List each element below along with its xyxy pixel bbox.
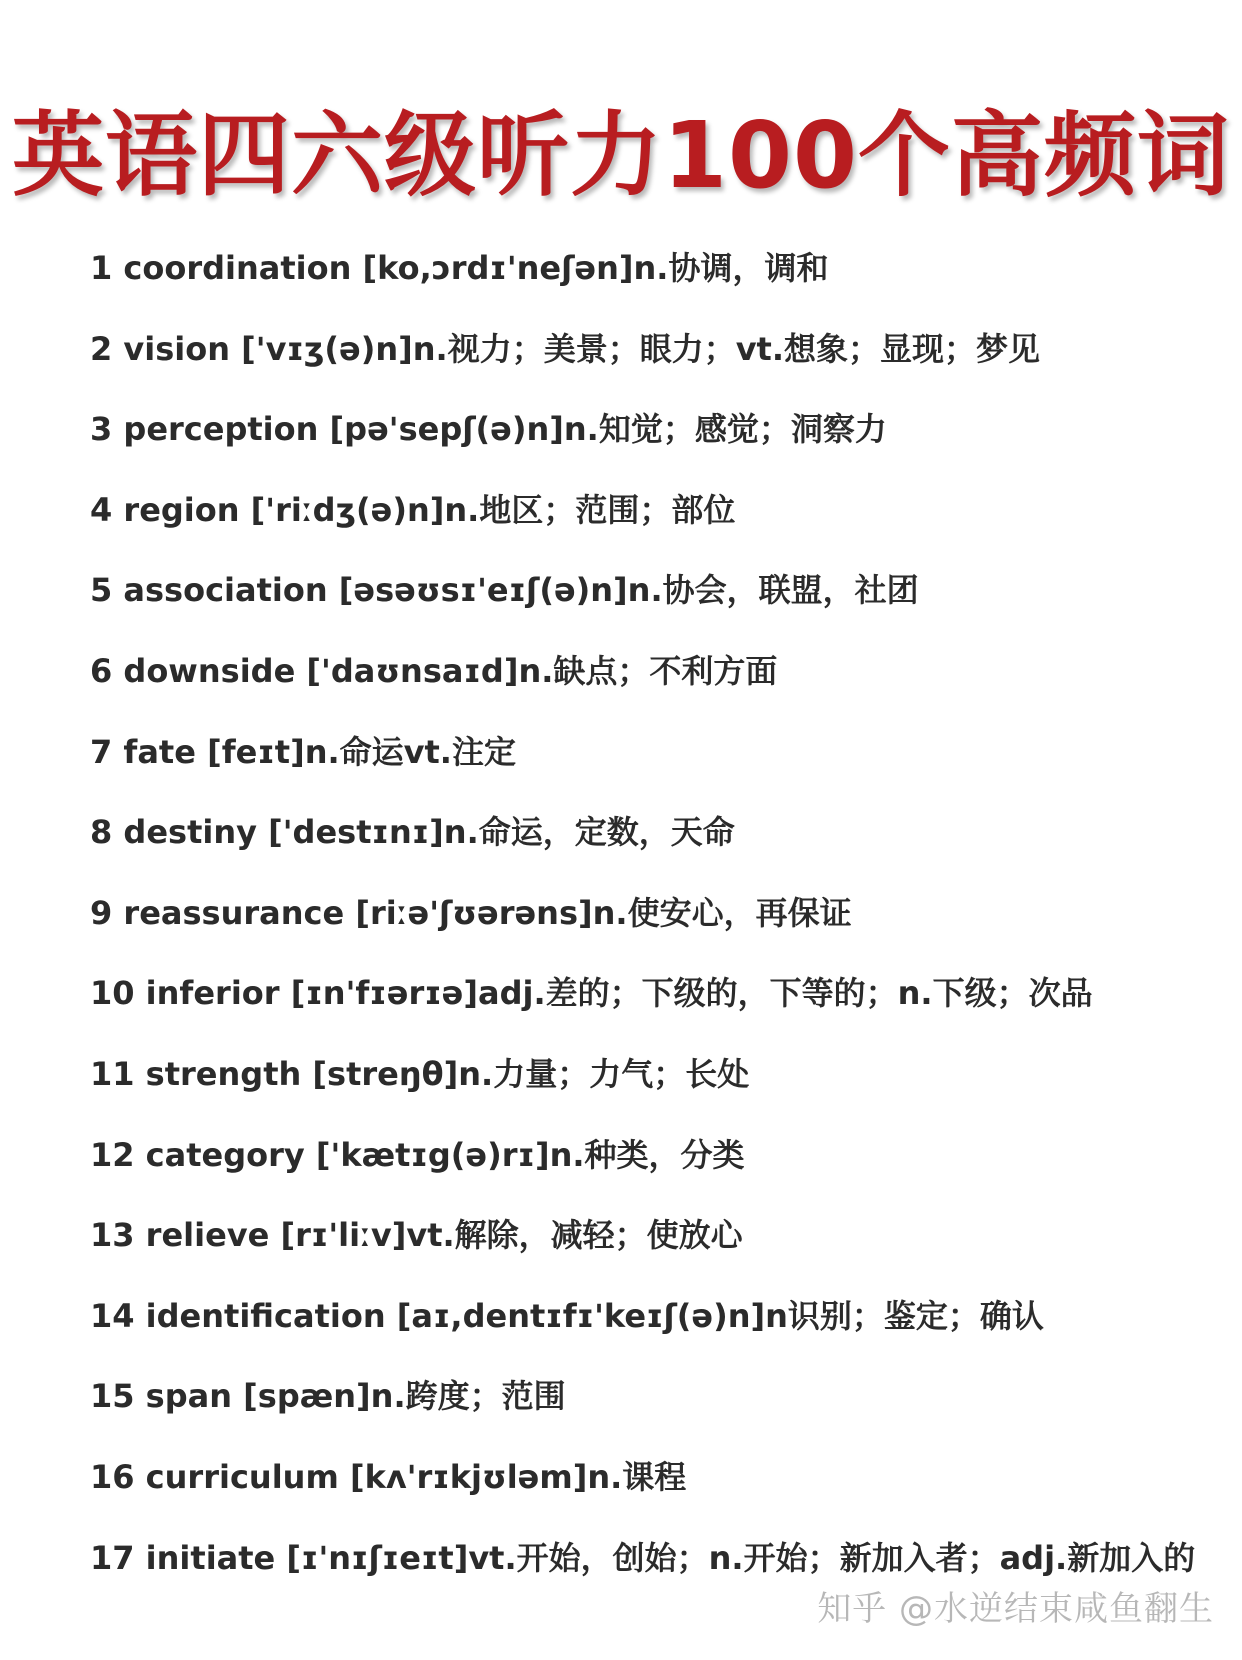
- vocab-word: strength: [145, 1054, 302, 1093]
- vocab-word: span: [145, 1377, 232, 1416]
- vocab-number: 1: [90, 249, 113, 287]
- vocab-definition: adj.差的；下级的，下等的；n.下级；次品: [478, 974, 1093, 1013]
- vocab-phonetic: ['destɪnɪ]: [268, 813, 444, 852]
- vocab-phonetic: ['daʊnsaɪd]: [306, 651, 519, 690]
- vocab-phonetic: [spæn]: [243, 1377, 371, 1416]
- vocab-word: identification: [145, 1296, 386, 1335]
- vocab-word: vision: [123, 329, 231, 368]
- vocab-item: [90, 1294, 1210, 1375]
- vocab-number: 15: [90, 1377, 135, 1416]
- vocab-item: [90, 971, 1210, 1052]
- vocab-word: region: [123, 490, 240, 529]
- vocab-phonetic: [pə'sepʃ(ə)n]: [329, 410, 564, 449]
- vocab-item: [90, 407, 1210, 488]
- vocab-item: [90, 327, 1210, 408]
- vocab-definition: n.视力；美景；眼力；vt.想象；显现；梦见: [412, 329, 1041, 368]
- vocab-number: 6: [90, 651, 113, 690]
- page-title: 英语四六级听力100个高频词: [11, 102, 1231, 209]
- vocab-number: 3: [90, 410, 113, 449]
- vocab-number: 5: [90, 571, 113, 610]
- vocab-number: 16: [90, 1457, 135, 1496]
- vocab-phonetic: ['kætɪg(ə)rɪ]: [315, 1135, 550, 1174]
- vocab-word: downside: [123, 651, 296, 690]
- vocab-phonetic: ['riːdʒ(ə)n]: [250, 490, 445, 529]
- vocab-item: [90, 1455, 1210, 1536]
- vocab-number: 10: [90, 974, 135, 1013]
- vocab-item: [90, 568, 1210, 649]
- vocab-word: category: [145, 1135, 305, 1174]
- vocab-definition: n.种类，分类: [549, 1135, 745, 1174]
- vocab-item: [90, 1052, 1210, 1133]
- vocab-phonetic: ['vɪʒ(ə)n]: [241, 329, 413, 368]
- vocab-number: 11: [90, 1054, 135, 1093]
- vocab-phonetic: [feɪt]: [207, 732, 305, 771]
- vocab-word: destiny: [123, 813, 257, 852]
- vocab-item: [90, 810, 1210, 891]
- vocab-phonetic: [ko,ɔrdɪ'neʃən]: [362, 249, 634, 287]
- vocab-item: [90, 246, 1210, 327]
- vocab-number: 14: [90, 1296, 135, 1335]
- vocab-item: [90, 730, 1210, 811]
- vocab-number: 4: [90, 490, 113, 529]
- vocab-word: curriculum: [145, 1457, 339, 1496]
- vocab-word: fate: [123, 732, 196, 771]
- vocab-definition: n.协调，调和: [633, 249, 829, 287]
- vocab-definition: n.使安心，再保证: [592, 893, 852, 932]
- vocab-number: 12: [90, 1135, 135, 1174]
- vocab-phonetic: [ɪ'nɪʃɪeɪt]: [286, 1538, 469, 1577]
- vocab-definition: vt.解除，减轻；使放心: [406, 1216, 743, 1255]
- vocab-definition: n.课程: [587, 1457, 687, 1496]
- vocab-phonetic: [rɪ'liːv]: [280, 1216, 407, 1255]
- vocab-item: [90, 1133, 1210, 1214]
- vocab-number: 17: [90, 1538, 135, 1577]
- vocab-phonetic: [streŋθ]: [312, 1054, 459, 1093]
- vocab-item: [90, 1213, 1210, 1294]
- vocab-definition: n.力量；力气；长处: [458, 1054, 750, 1093]
- vocab-phonetic: [əsəʊsɪ'eɪʃ(ə)n]: [338, 571, 628, 610]
- vocab-number: 13: [90, 1216, 135, 1255]
- vocab-definition: n.协会，联盟，社团: [627, 571, 919, 610]
- vocab-number: 2: [90, 329, 113, 368]
- vocab-word: inferior: [145, 974, 280, 1013]
- vocab-number: 7: [90, 732, 113, 771]
- vocab-word: relieve: [145, 1216, 270, 1255]
- vocab-word: initiate: [145, 1538, 276, 1577]
- vocab-definition: n.命运vt.注定: [304, 732, 516, 771]
- vocab-word: reassurance: [123, 893, 345, 932]
- vocab-word: association: [123, 571, 328, 610]
- vocab-item: [90, 649, 1210, 730]
- vocab-definition: n.知觉；感觉；洞察力: [563, 410, 887, 449]
- vocab-phonetic: [riːə'ʃʊərəns]: [355, 893, 593, 932]
- vocab-definition: vt.开始，创始；n.开始；新加入者；adj.新加入的: [468, 1538, 1196, 1577]
- vocab-definition: n识别；鉴定；确认: [765, 1296, 1044, 1335]
- watermark: 知乎 @水逆结束咸鱼翻生: [817, 1589, 1214, 1629]
- vocab-number: 9: [90, 893, 113, 932]
- vocab-definition: n.跨度；范围: [370, 1377, 566, 1416]
- vocab-item: [90, 1374, 1210, 1455]
- vocab-phonetic: [kʌ'rɪkjʊləm]: [349, 1457, 588, 1496]
- vocab-item: [90, 488, 1210, 569]
- vocab-phonetic: [ɪn'fɪərɪə]: [290, 974, 478, 1013]
- vocab-item: [90, 891, 1210, 972]
- vocab-word: coordination: [123, 249, 352, 287]
- vocab-definition: n.命运，定数，天命: [443, 813, 735, 852]
- vocab-definition: n.缺点；不利方面: [518, 651, 778, 690]
- vocab-number: 8: [90, 813, 113, 852]
- vocab-word: perception: [123, 410, 319, 449]
- vocab-definition: n.地区；范围；部位: [444, 490, 736, 529]
- vocab-phonetic: [aɪ,dentɪfɪ'keɪʃ(ə)n]: [396, 1296, 766, 1335]
- vocab-list: [90, 246, 1210, 1616]
